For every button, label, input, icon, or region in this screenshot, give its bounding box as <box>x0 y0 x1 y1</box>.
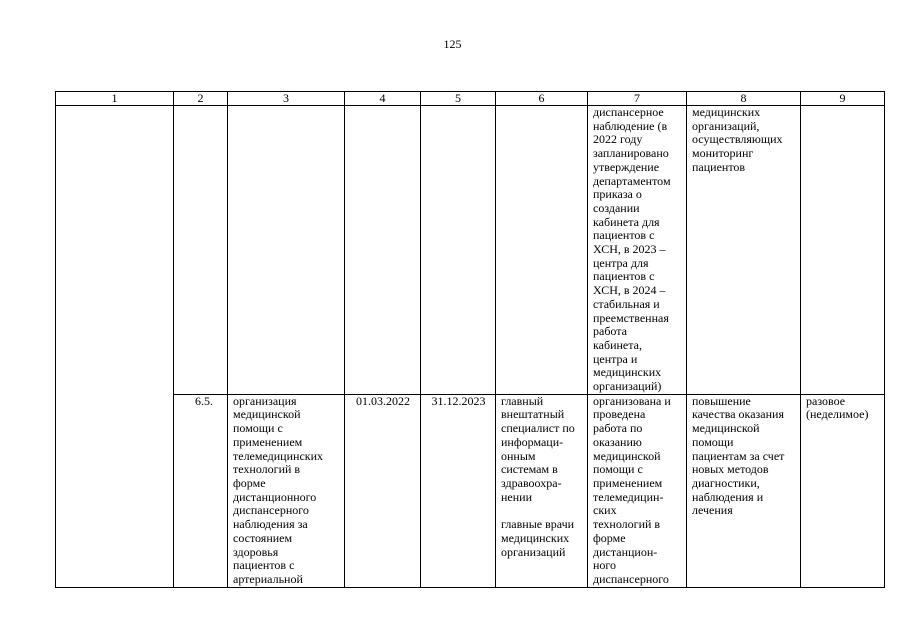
cell-start-date: 01.03.2022 <box>345 394 421 587</box>
plan-table <box>55 91 885 588</box>
cell-responsible <box>496 106 588 395</box>
column-number: 5 <box>421 92 496 106</box>
cell-effect: медицинских организаций, осуществляющих мониторинг пациентов <box>687 106 801 395</box>
column-number: 3 <box>228 92 345 106</box>
cell-responsible: главный внештатный специалист по информаци- онным системам в здравоохра- нении главные врачи медицинских организаций <box>496 394 588 587</box>
column-number: 1 <box>56 92 174 106</box>
cell-result: организована и проведена работа по оказанию медицинской помощи с применением телемедицин- ских технологий в форме дистанцион- ного диспансерного <box>588 394 687 587</box>
cell-item-number: 6.5. <box>174 394 228 587</box>
cell-type: разовое (неделимое) <box>801 394 885 587</box>
column-number: 8 <box>687 92 801 106</box>
column-number-row <box>56 92 885 106</box>
cell-effect: повышение качества оказания медицинской помощи пациентам за счет новых методов диагностики, наблюдения и лечения <box>687 394 801 587</box>
cell-end-date: 31.12.2023 <box>421 394 496 587</box>
cell-end-date <box>421 106 496 395</box>
page-number: 125 <box>443 37 462 51</box>
column-number: 2 <box>174 92 228 106</box>
cell-start-date <box>345 106 421 395</box>
cell-section <box>56 106 174 588</box>
column-number: 6 <box>496 92 588 106</box>
cell-activity: организация медицинской помощи с применением телемедицинских технологий в форме дистанционного диспансерного наблюдения за состоянием здоровья пациентов с артериальной <box>228 394 345 587</box>
column-number: 4 <box>345 92 421 106</box>
cell-activity <box>228 106 345 395</box>
column-number: 7 <box>588 92 687 106</box>
cell-item-number <box>174 106 228 395</box>
cell-type <box>801 106 885 395</box>
table-row <box>56 106 885 395</box>
cell-result: диспансерное наблюдение (в 2022 году запланировано утверждение департаментом приказа о создании кабинета для пациентов с ХСН, в 2023 – центра для пациентов с ХСН, в 2024 – стабильная и преемственная работа кабинета, центра и медицинских организаций) <box>588 106 687 395</box>
table-row <box>56 394 885 587</box>
column-number: 9 <box>801 92 885 106</box>
